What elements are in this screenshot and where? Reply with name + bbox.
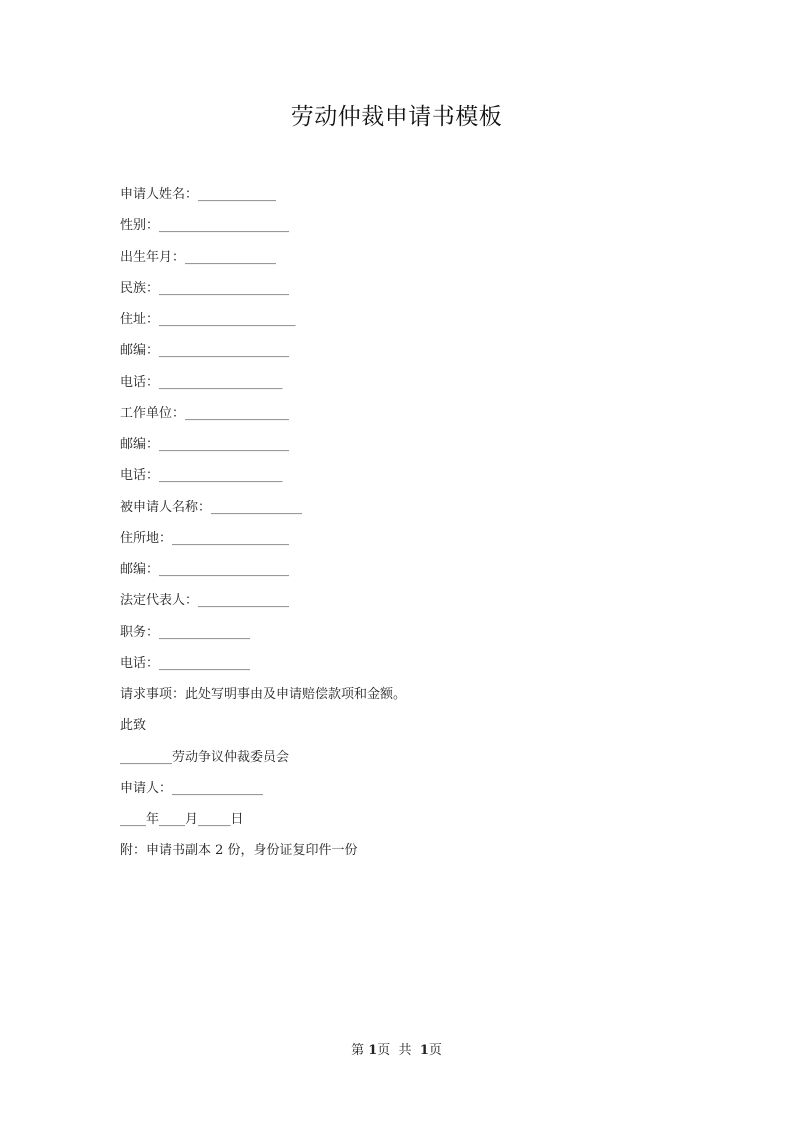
- position-line: 职务：______________: [120, 624, 251, 640]
- employer-phone-line: 电话：___________________: [120, 468, 283, 484]
- respondent-postcode-line: 邮编：____________________: [120, 562, 290, 577]
- employer-line: 工作单位：________________: [120, 405, 290, 421]
- ethnicity-line: 民族：____________________: [120, 280, 290, 296]
- legal-representative-line: 法定代表人：______________: [120, 593, 290, 609]
- respondent-phone-line: 电话：______________: [120, 655, 251, 671]
- gender-line: 性别：____________________: [120, 218, 290, 234]
- postcode-line: 邮编：____________________: [120, 343, 290, 359]
- footer-middle: 页 共: [377, 1043, 420, 1058]
- total-pages: 1: [419, 1043, 429, 1058]
- birth-date-line: 出生年月：______________: [120, 249, 277, 265]
- date-line: ____年____月_____日: [120, 812, 244, 827]
- footer-prefix: 第: [351, 1043, 369, 1058]
- phone-line: 电话：___________________: [120, 374, 283, 390]
- respondent-name-line: 被申请人名称：______________: [120, 499, 303, 515]
- page-number: 1: [368, 1043, 378, 1058]
- committee-line: ________劳动争议仲裁委员会: [120, 749, 290, 765]
- form-body: [120, 183, 720, 871]
- employer-postcode-line: 邮编：____________________: [120, 437, 290, 452]
- attachment-line: 附：申请书副本 2 份，身份证复印件一份: [120, 843, 358, 859]
- footer-suffix: 页: [428, 1043, 442, 1058]
- applicant-name-line: 申请人姓名：____________: [120, 187, 277, 202]
- applicant-signature-line: 申请人：______________: [120, 780, 264, 796]
- page-footer: [0, 1041, 793, 1061]
- respondent-domicile-line: 住所地：__________________: [120, 530, 290, 546]
- claims-line: 请求事项：此处写明事由及申请赔偿款项和金额。: [120, 687, 407, 702]
- salutation-line: 此致: [120, 718, 147, 734]
- page-title: 劳动仲裁申请书模板: [290, 104, 503, 130]
- address-line: 住址：_____________________: [120, 312, 296, 327]
